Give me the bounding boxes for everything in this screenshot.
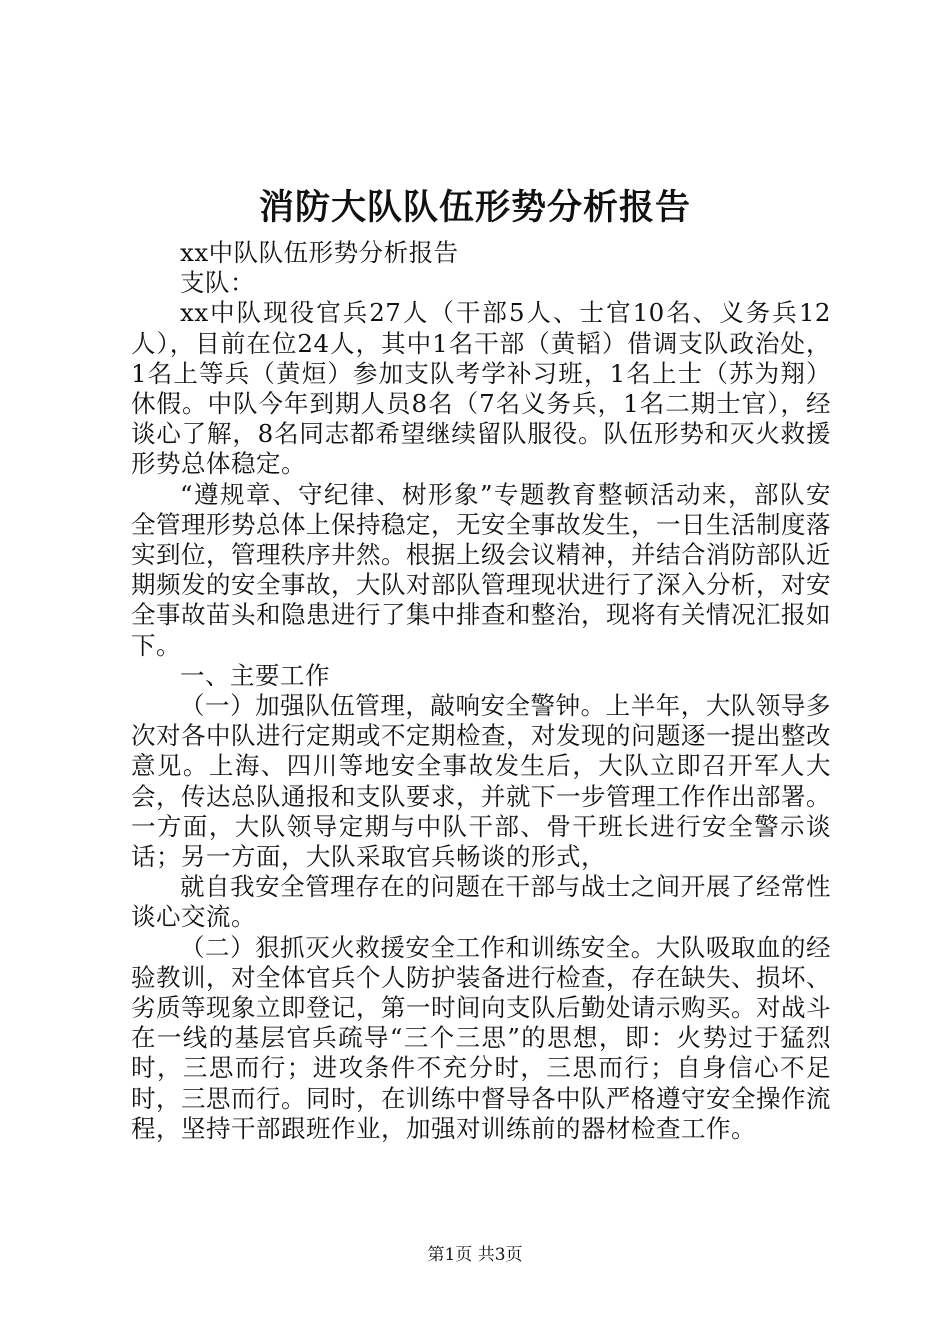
document-title: 消防大队队伍形势分析报告 xyxy=(258,187,691,228)
paragraph-overview: “遵规章、守纪律、树形象”专题教育整顿活动来，部队安全管理形势总体上保持稳定，无安全事故发生，一日生活制度落实到位，管理秩序井然。根据上级会议精神，并结合消防部队近期频发的安全事故，大队对部队管理现状进行了深入分析，对安全事故苗头和隐患进行了集中排查和整治，现将有关情况汇报如下。 xyxy=(131,479,831,660)
page-indicator: 第1页 共3页 xyxy=(427,1245,523,1265)
document-body xyxy=(131,238,831,1144)
paragraph-subtitle: xx中队队伍形势分析报告 xyxy=(180,238,459,267)
paragraph-salutation: 支队： xyxy=(180,268,255,298)
paragraph-personnel: xx中队现役官兵27人（干部5人、士官10名、义务兵12人），目前在位24人，其中1名干部（黄韬）借调支队政治处，1名上等兵（黄烜）参加支队考学补习班，1名上士（苏为翔）休假。中队今年到期人员8名（7名义务兵，1名二期士官），经谈心了解，8名同志都希望继续留队服役。队伍形势和灭火救援形势总体稳定。 xyxy=(131,298,831,479)
section-heading-main-work: 一、主要工作 xyxy=(180,660,330,690)
paragraph-rescue-safety: （二）狠抓灭火救援安全工作和训练安全。大队吸取血的经验教训，对全体官兵个人防护装备进行检查，存在缺失、损坏、劣质等现象立即登记，第一时间向支队后勤处请示购买。对战斗在一线的基层官兵疏导“三个三思”的思想，即：火势过于猛烈时，三思而行；进攻条件不充分时，三思而行；自身信心不足时，三思而行。同时，在训练中督导各中队严格遵守安全操作流程，坚持干部跟班作业，加强对训练前的器材检查工作。 xyxy=(131,932,831,1143)
paragraph-talk-exchange: 就自我安全管理存在的问题在干部与战士之间开展了经常性谈心交流。 xyxy=(131,872,831,932)
paragraph-team-management: （一）加强队伍管理，敲响安全警钟。上半年，大队领导多次对各中队进行定期或不定期检查，对发现的问题逐一提出整改意见。上海、四川等地安全事故发生后，大队立即召开军人大会，传达总队通报和支队要求，并就下一步管理工作作出部署。一方面，大队领导定期与中队干部、骨干班长进行安全警示谈话；另一方面，大队采取官兵畅谈的形式， xyxy=(131,691,831,872)
